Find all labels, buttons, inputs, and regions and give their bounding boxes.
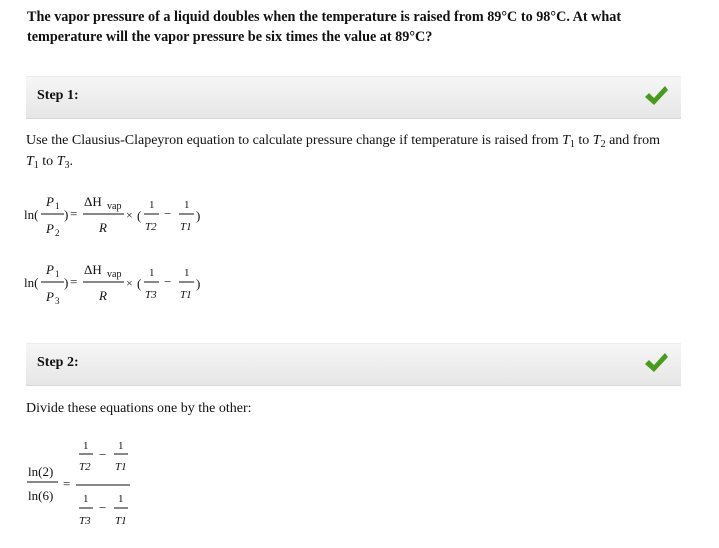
checkmark-icon (643, 350, 669, 376)
svg-text:1: 1 (118, 493, 124, 505)
svg-text:T1: T1 (115, 461, 127, 473)
svg-text:=: = (63, 476, 71, 491)
equation-1 (24, 190, 224, 240)
svg-text:ΔH: ΔH (84, 194, 102, 209)
equation-2 (24, 258, 224, 308)
svg-text:(: ( (137, 276, 142, 291)
svg-text:3: 3 (55, 296, 60, 306)
svg-text:): ) (196, 276, 201, 291)
svg-text:T2: T2 (79, 461, 91, 473)
svg-text:T1: T1 (115, 515, 127, 527)
svg-text:P: P (46, 262, 54, 277)
svg-text:): ) (196, 208, 201, 223)
svg-text:T1: T1 (180, 221, 192, 233)
svg-text:×: × (126, 276, 133, 290)
svg-text:=: = (70, 274, 78, 289)
equation-3 (26, 434, 156, 534)
svg-text:=: = (70, 206, 78, 221)
svg-text:ln(: ln( (24, 207, 39, 222)
step-2-header[interactable] (26, 343, 681, 386)
svg-text:1: 1 (118, 440, 124, 452)
svg-text:−: − (99, 500, 107, 515)
checkmark-icon (643, 83, 669, 109)
svg-text:vap: vap (107, 269, 122, 280)
svg-text:1: 1 (149, 267, 155, 279)
svg-text:ΔH: ΔH (84, 262, 102, 277)
svg-text:P: P (46, 221, 54, 236)
svg-text:1: 1 (83, 440, 89, 452)
svg-text:T3: T3 (79, 515, 91, 527)
svg-text:ln(: ln( (24, 275, 39, 290)
svg-text:2: 2 (55, 228, 60, 238)
step-2-label: Step 2: (37, 355, 79, 370)
svg-text:R: R (99, 220, 107, 235)
svg-text:vap: vap (107, 201, 122, 212)
svg-text:−: − (164, 274, 172, 289)
question-text: The vapor pressure of a liquid doubles when the temperature is raised from 89°C to 98°C. At what temperature will the vapor pressure be six times the value at 89°C? (27, 9, 622, 45)
svg-text:1: 1 (55, 269, 60, 279)
step-1-text: Use the Clausius-Clapeyron equation to calculate pressure change if temperature is raised from $T_1$ to $T_2$ and from $T_1$ to $T_3$. (26, 133, 661, 171)
step-1-header[interactable] (26, 76, 681, 119)
svg-text:T1: T1 (180, 289, 192, 301)
step-2-text: Divide these equations one by the other: (26, 401, 252, 416)
svg-text:1: 1 (184, 267, 190, 279)
svg-text:1: 1 (149, 199, 155, 211)
svg-text:ln(2): ln(2) (28, 464, 54, 479)
svg-text:−: − (99, 447, 107, 462)
svg-text:−: − (164, 206, 172, 221)
svg-text:): ) (64, 207, 69, 222)
svg-text:×: × (126, 208, 133, 222)
svg-text:P: P (46, 289, 54, 304)
svg-text:T3: T3 (145, 289, 157, 301)
svg-text:R: R (99, 288, 107, 303)
svg-text:P: P (46, 194, 54, 209)
svg-text:1: 1 (184, 199, 190, 211)
svg-text:(: ( (137, 208, 142, 223)
svg-text:): ) (64, 275, 69, 290)
svg-text:T2: T2 (145, 221, 157, 233)
step-1-label: Step 1: (37, 88, 79, 103)
svg-text:1: 1 (55, 201, 60, 211)
svg-text:ln(6): ln(6) (28, 488, 54, 503)
svg-text:1: 1 (83, 493, 89, 505)
